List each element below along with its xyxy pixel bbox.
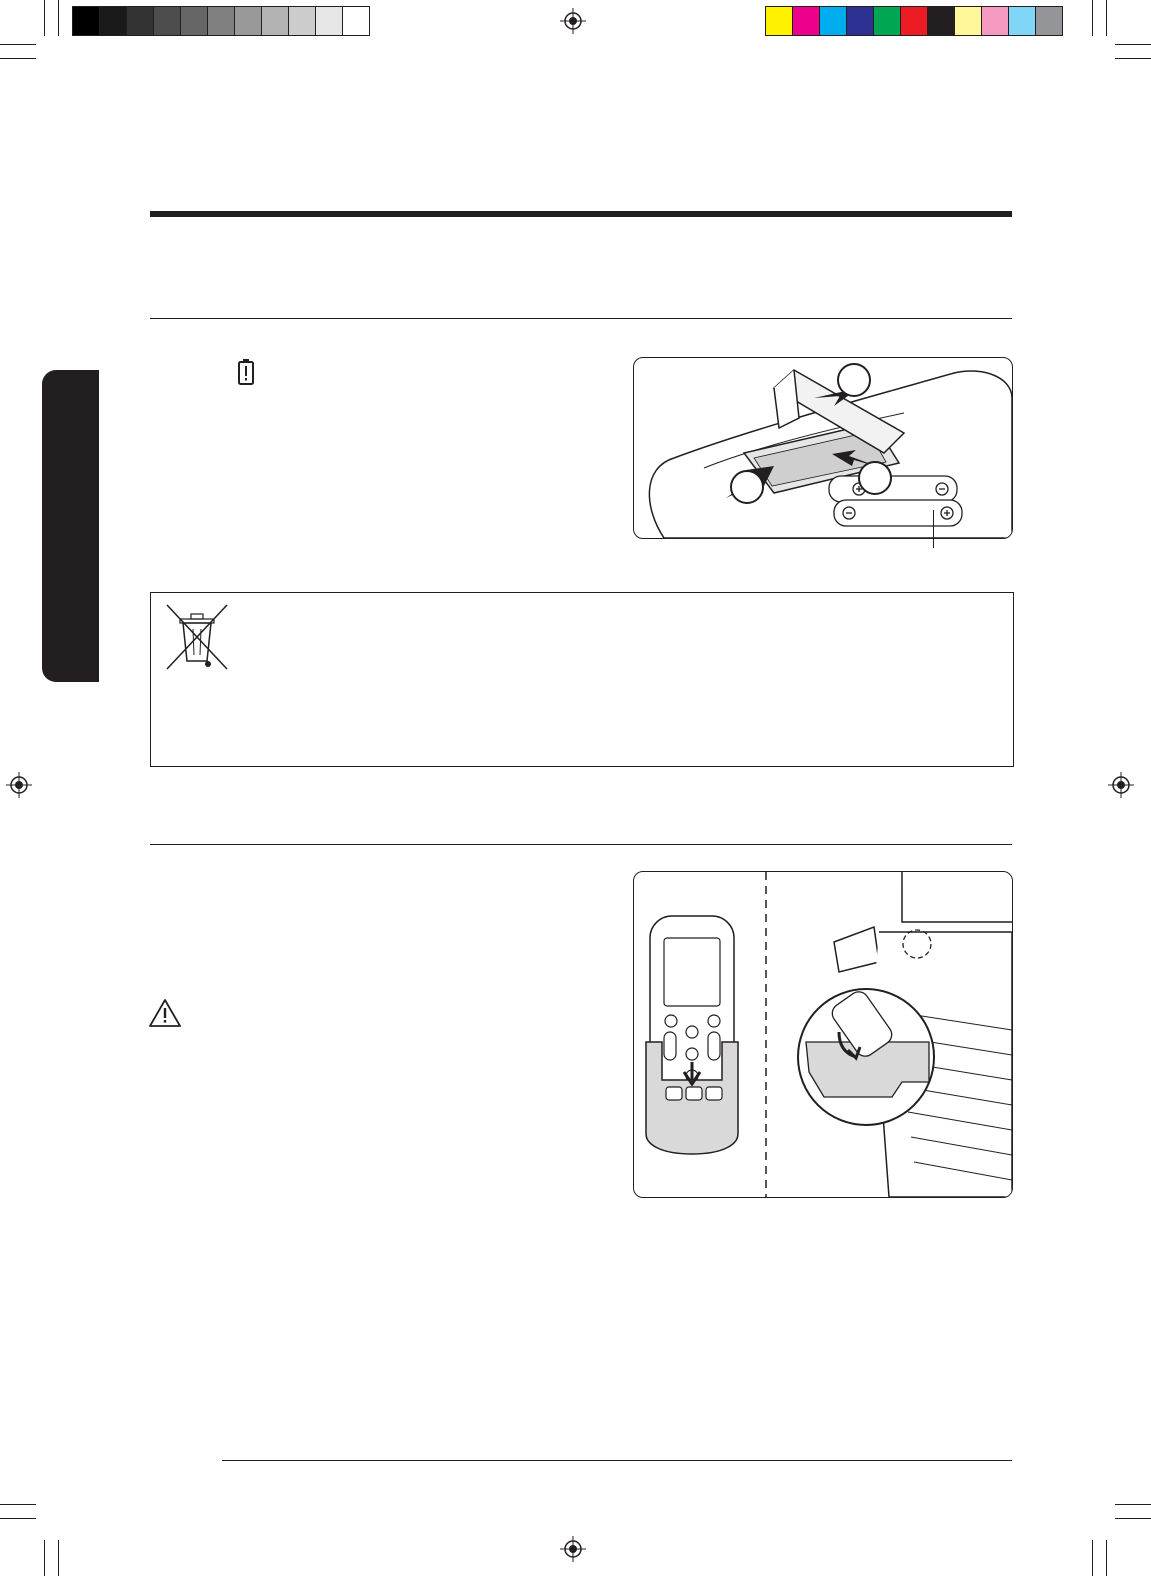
- warning-triangle-icon: [148, 998, 182, 1028]
- color-swatch: [820, 7, 847, 35]
- color-swatch: [955, 7, 982, 35]
- chapter-rule: [150, 211, 1012, 217]
- grayscale-bar: [72, 6, 370, 36]
- crop-mark: [1115, 58, 1151, 59]
- crop-mark: [44, 1540, 45, 1576]
- color-swatch: [343, 7, 369, 35]
- crossed-out-bin-icon: [163, 601, 231, 673]
- color-swatch: [181, 7, 208, 35]
- crop-mark: [58, 1540, 59, 1576]
- color-bar: [765, 6, 1063, 36]
- color-swatch: [154, 7, 181, 35]
- crop-mark: [1092, 0, 1093, 36]
- color-swatch: [766, 7, 793, 35]
- step-badge-3: [858, 461, 892, 495]
- color-swatch: [235, 7, 262, 35]
- color-swatch: [127, 7, 154, 35]
- color-swatch: [316, 7, 343, 35]
- registration-mark-bottom-icon: [560, 1536, 586, 1562]
- color-swatch: [1036, 7, 1062, 35]
- color-swatch: [847, 7, 874, 35]
- remote-holder-illustration: [633, 871, 1013, 1198]
- chapter-side-tab: [42, 370, 99, 682]
- color-swatch: [928, 7, 955, 35]
- crop-mark: [0, 1518, 36, 1519]
- registration-mark-left-icon: [6, 772, 32, 798]
- crop-mark: [1115, 44, 1151, 45]
- color-swatch: [289, 7, 316, 35]
- section-rule-batteries: [150, 318, 1012, 319]
- battery-insertion-illustration: [633, 357, 1013, 539]
- color-swatch: [793, 7, 820, 35]
- section-rule-holder: [150, 844, 1012, 845]
- crop-mark: [0, 44, 36, 45]
- color-swatch: [73, 7, 100, 35]
- color-swatch: [100, 7, 127, 35]
- battery-warning-icon: [236, 358, 256, 386]
- registration-mark-right-icon: [1108, 772, 1134, 798]
- color-swatch: [874, 7, 901, 35]
- step-badge-2: [730, 470, 764, 504]
- remote-holder-drawing: [634, 872, 1012, 1197]
- crop-mark: [58, 0, 59, 36]
- step-badge-1: [837, 363, 871, 397]
- color-swatch: [982, 7, 1009, 35]
- battery-callout-leader: [933, 510, 934, 548]
- crop-mark: [1106, 0, 1107, 36]
- crop-mark: [0, 58, 36, 59]
- color-swatch: [262, 7, 289, 35]
- color-swatch: [1009, 7, 1036, 35]
- registration-mark-top-icon: [560, 8, 586, 34]
- crop-mark: [1106, 1540, 1107, 1576]
- crop-mark: [1092, 1540, 1093, 1576]
- battery-disposal-notice: [150, 592, 1014, 767]
- color-swatch: [208, 7, 235, 35]
- remote-battery-drawing: [634, 358, 1012, 538]
- footer-rule: [222, 1460, 1012, 1461]
- crop-mark: [44, 0, 45, 36]
- crop-mark: [1115, 1518, 1151, 1519]
- crop-mark: [1115, 1504, 1151, 1505]
- color-swatch: [901, 7, 928, 35]
- crop-mark: [0, 1504, 36, 1505]
